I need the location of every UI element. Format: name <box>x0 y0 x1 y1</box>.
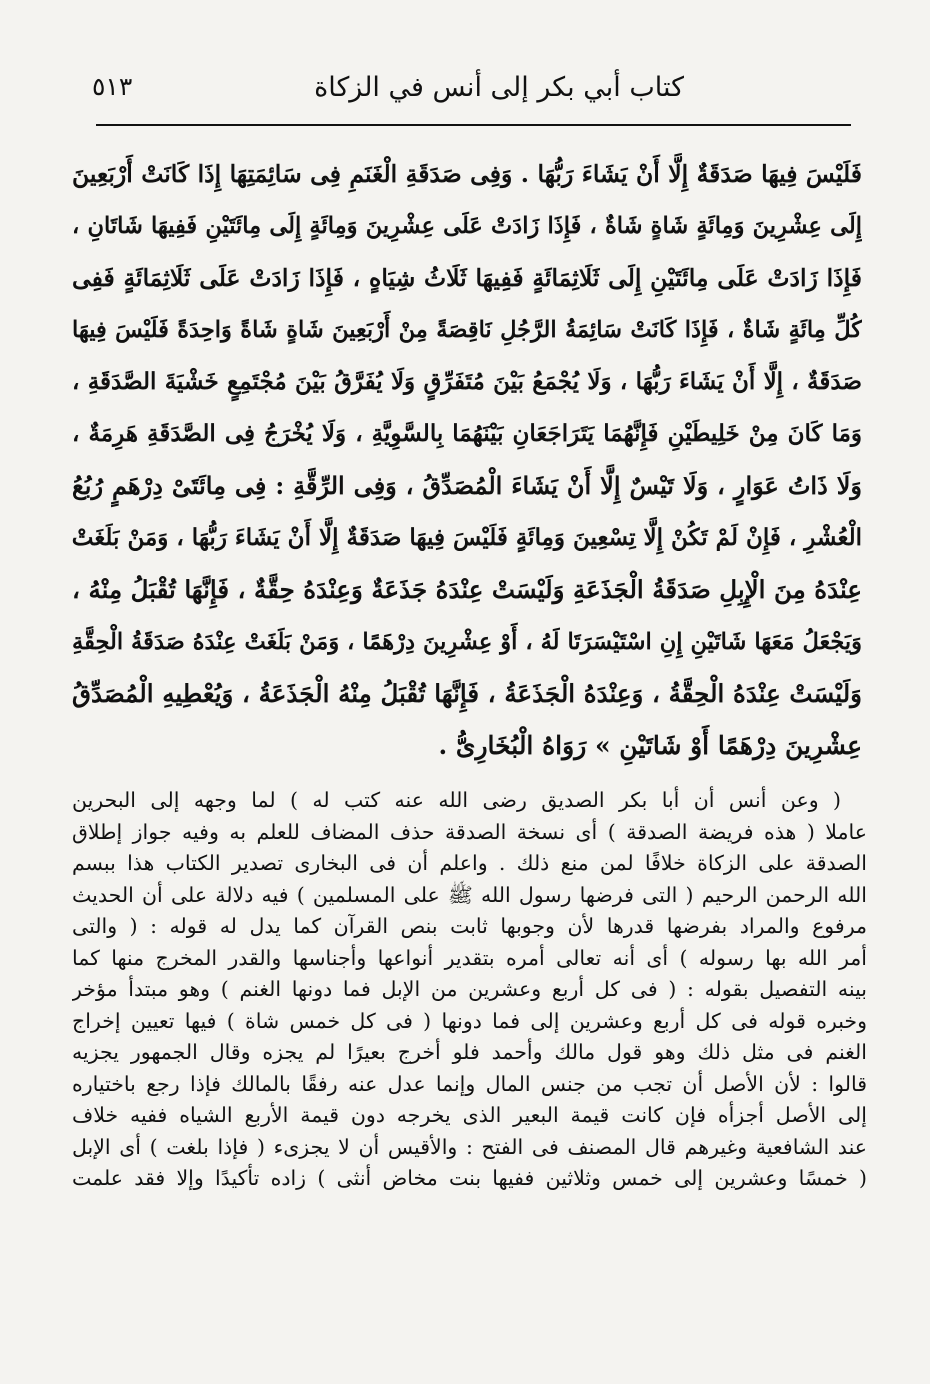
commentary-line: إلى الأصل أجزأه فإن كانت قيمة البعير الذى يخرجه دون قيمة الأربع الشياه ففيه خلاف <box>72 1103 867 1127</box>
commentary-block <box>72 785 867 1195</box>
commentary-line: ( خمسًا وعشرين إلى خمس وثلاثين ففيها بنت مخاض أنثى ) زاده تأكيدًا وإلا فقد علمت <box>72 1166 867 1190</box>
commentary-line: مرفوع والمراد بفرضها قدرها لأن وجوبها ثابت بنص القرآن كما يدل له قوله : ( والتى <box>72 914 867 938</box>
hadith-text-block <box>72 148 862 772</box>
hadith-line: إِلَى عِشْرِينَ وَمِائَةٍ شَاةٍ شَاةٌ ، فَإِذَا زَادَتْ عَلَى عِشْرِينَ وَمِائَةٍ إِلَى مِائَتَيْنِ فَفِيهَا شَاتَانِ ، <box>72 213 862 239</box>
hadith-line: وَلَيْسَتْ عِنْدَهُ الْحِقَّةُ ، وَعِنْدَهُ الْجَذَعَةُ ، فَإِنَّهَا تُقْبَلُ مِنْهُ الْجَذَعَةُ ، وَيُعْطِيهِ الْمُصَدِّقُ <box>72 679 862 708</box>
hadith-line: كُلِّ مِائَةٍ شَاةٌ ، فَإِذَا كَانَتْ سَائِمَةُ الرَّجُلِ نَاقِصَةً مِنْ أَرْبَعِينَ شَاةٍ شَاةً وَاحِدَةً فَلَيْسَ فِيهَا <box>72 317 862 343</box>
commentary-line: أمر الله بها رسوله ) أى أنه تعالى أمره بتقدير أنواعها وأجناسها والقدر المخرج منها كما <box>72 945 867 970</box>
hadith-line: وَمَا كَانَ مِنْ خَلِيطَيْنِ فَإِنَّهُمَا يَتَرَاجَعَانِ بَيْنَهُمَا بِالسَّوِيَّةِ ، وَلَا يُخْرَجُ فِى الصَّدَقَةِ هَرِمَةٌ ، <box>72 420 862 447</box>
page-number: ٥١٣ <box>92 72 133 101</box>
commentary-line: قالوا : لأن الأصل أن تجب من جنس المال وإنما عدل عنه رفقًا بالمالك فإذا رجع باختياره <box>72 1071 867 1096</box>
hadith-line: وَيَجْعَلُ مَعَهَا شَاتَيْنِ إِنِ اسْتَيْسَرَتَا لَهُ ، أَوْ عِشْرِينَ دِرْهَمًا ، وَمَنْ بَلَغَتْ عِنْدَهُ صَدَقَةُ الْحِقَّةِ <box>72 629 862 655</box>
commentary-line: عند الشافعية وغيرهم قال المصنف فى الفتح : والأقيس أن لا يجزىء ( فإذا بلغت ) أى الإبل <box>72 1134 867 1159</box>
hadith-line: عِنْدَهُ مِنَ الْإِبِلِ صَدَقَةُ الْجَذَعَةِ وَلَيْسَتْ عِنْدَهُ جَذَعَةٌ وَعِنْدَهُ حِقَّةٌ ، فَإِنَّهَا تُقْبَلُ مِنْهُ ، <box>72 575 862 604</box>
commentary-line: بينه التفصيل بقوله : ( فى كل أربع وعشرين من الإبل فما دونها الغنم ) وهو مبتدأ مؤخر <box>72 977 867 1001</box>
running-header <box>92 68 852 112</box>
hadith-line: صَدَقَةٌ ، إِلَّا أَنْ يَشَاءَ رَبُّهَا ، وَلَا يُجْمَعُ بَيْنَ مُتَفَرِّقٍ وَلَا يُفَرَّقُ بَيْنَ مُجْتَمِعٍ خَشْيَةَ الصَّدَقَةِ ، <box>72 368 862 395</box>
commentary-line: وخبره قوله فى كل أربع وعشرين إلى فما دونها ( فى كل خمس شاة ) فيها تعيين إخراج <box>72 1008 867 1033</box>
commentary-line: ( وعن أنس أن أبا بكر الصديق رضى الله عنه كتب له ) لما وجهه إلى البحرين <box>72 788 841 812</box>
commentary-line: الله الرحمن الرحيم ( التى فرضها رسول الله ﷺ على المسلمين ) فيه دلالة على أن الحديث <box>72 882 867 907</box>
hadith-line: عِشْرِينَ دِرْهَمًا أَوْ شَاتَيْنِ » رَوَاهُ الْبُخَارِىُّ . <box>438 731 862 760</box>
hadith-line: وَلَا ذَاتُ عَوَارٍ ، وَلَا تَيْسٌ إِلَّا أَنْ يَشَاءَ الْمُصَدِّقُ ، وَفِى الرِّقَّةِ : فِى مِائَتَىْ دِرْهَمٍ رُبُعُ <box>72 471 862 500</box>
header-rule <box>96 124 851 126</box>
commentary-line: الصدقة على الزكاة خلافًا لمن منع ذلك . واعلم أن فى البخارى تصدير الكتاب هذا ببسم <box>72 851 867 875</box>
running-title: كتاب أبي بكر إلى أنس في الزكاة <box>314 72 684 103</box>
hadith-line: فَإِذَا زَادَتْ عَلَى مِائَتَيْنِ إِلَى ثَلَاثِمَائَةٍ فَفِيهَا ثَلَاثُ شِيَاهٍ ، فَإِذَا زَادَتْ عَلَى ثَلَاثِمَائَةٍ فَفِى <box>72 264 862 292</box>
hadith-line: فَلَيْسَ فِيهَا صَدَقَةٌ إِلَّا أَنْ يَشَاءَ رَبُّهَا . وَفِى صَدَقَةِ الْغَنَمِ فِى سَائِمَتِهَا إِذَا كَانَتْ أَرْبَعِينَ <box>72 160 862 188</box>
hadith-line: الْعُشْرِ ، فَإِنْ لَمْ تَكُنْ إِلَّا تِسْعِينَ وَمِائَةٍ فَلَيْسَ فِيهَا صَدَقَةٌ إِلَّا أَنْ يَشَاءَ رَبُّهَا ، وَمَنْ بَلَغَتْ <box>72 524 862 551</box>
commentary-line: عاملا ( هذه فريضة الصدقة ) أى نسخة الصدقة حذف المضاف للعلم به وفيه جواز إطلاق <box>72 819 867 844</box>
commentary-line: الغنم فى مثل ذلك وهو قول مالك وأحمد فلو أخرج بعيرًا لم يجزه وقال الجمهور يجزيه <box>72 1040 867 1064</box>
